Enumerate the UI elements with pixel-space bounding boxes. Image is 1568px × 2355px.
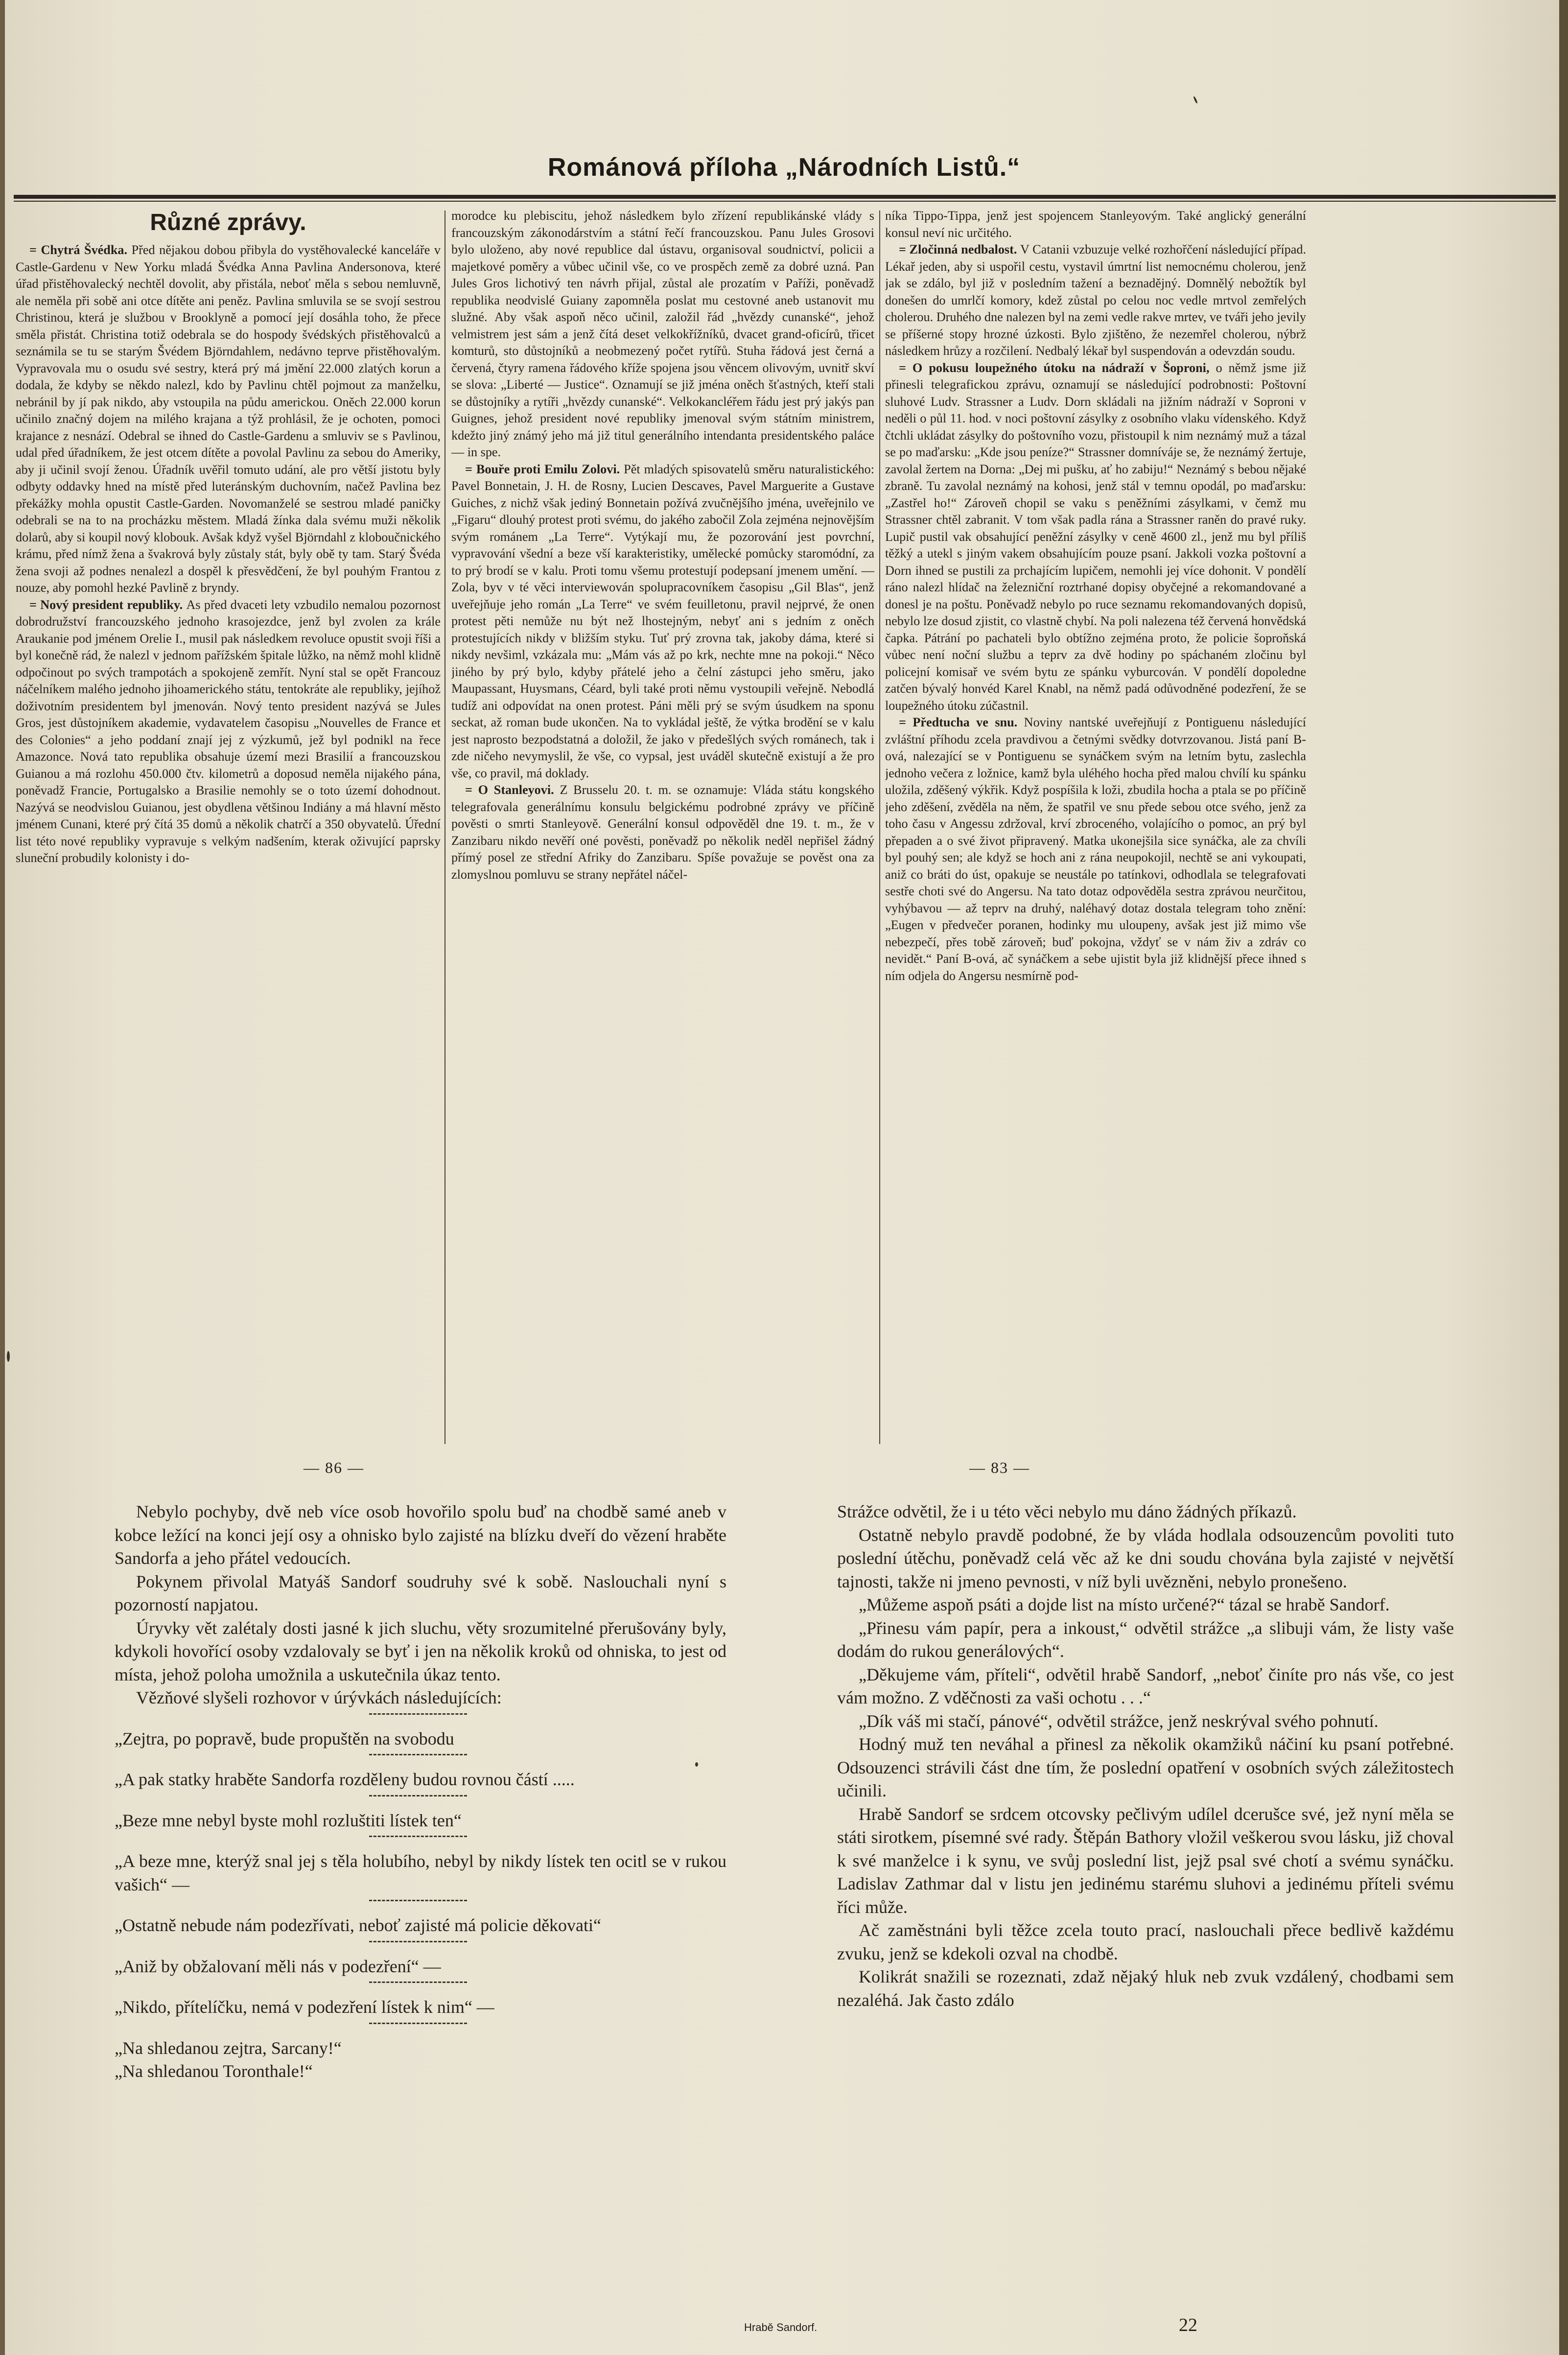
news-item-text: Z Brusselu 20. t. m. se oznamuje: Vláda státu kongského telegrafovala generálnímu konsulu belgickému podrobné zprávy ve příčině pověsti o smrti Stanleyově. Generální konsul odpověděl dne 19. t. m., že v Zanzibaru nikdo nevěří oné pověsti, poněvadž po několik neděl nepřišel žádný přímý posel ze střední Afriky do Zanzibaru. Spíše považuje se pověst ona za zlomyslnou pomluvu se strany nepřátel náčel-: [451, 783, 874, 882]
paragraph: Hodný muž ten neváhal a přinesl za několik okamžiků náčiní ku psaní potřebné. Odsouzenci strávili část dne tím, že poslední opatření v osobních svých záležitostech učinili.: [837, 1734, 1454, 1800]
news-item-title: = Předtucha ve snu.: [899, 715, 1024, 729]
dashed-separator: [369, 1982, 467, 1992]
paragraph: Nebylo pochyby, dvě neb více osob hovořilo spolu buď na chodbě samé aneb v kobce ležící na konci její osy a ohnisko bylo zajisté na blízku dveří do vězení hraběte Sandorfa a jeho přátel vedoucích.: [115, 1502, 726, 1568]
page-number-left: — 86 —: [304, 1459, 364, 1476]
news-item-title: = O pokusu loupežného útoku na nádraží v Šoproni,: [899, 360, 1216, 375]
paragraph: Ostatně nebylo pravdě podobné, že by vláda hodlala odsouzencům povoliti tuto poslední útěchu, poněvadž celá věc až ke dni soudu chována byla zajisté v největší tajnosti, takže ni jmeno pevnosti, v níž byli uvězněni, nebylo pronešeno.: [837, 1525, 1454, 1591]
news-item-text: Pět mladých spisovatelů směru naturalistického: Pavel Bonnetain, J. H. de Rosny, Lucien Descaves, Pavel Marguerite a Gustave Guiches, z nichž však jediný Bonnetain požívá zvučnějšího jména, uveřejnilo ve „Figaru“ dlouhý protest proti svému, do jakého zabočil Zola zejména nejnovějším svým románem „La Terre“. Vytýkají mu, že pozorování jest povrchní, vypravování všední a beze vší karakteristiky, umělecké pomůcky staromódní, za to prý brodí se v kalu. Proti tomu všemu protestují podepsaní jmenem umění. — Zola, byv v té věci interviewován spolupracovníkem časopisu „Gil Blas“, jenž uveřejňuje jeho román „La Terre“ ve svém feuilletonu, pravil nejprvé, že onen protest pěti nemůže nu být než lhostejným, nebyť ani s jedním z oněch protestujících nikdy v bližším styku. Tuť prý zrovna tak, jakoby dáma, které si nikdy nevšiml, vzkázala mu: „Mám vás až po krk, nechte mne na pokoji.“ Něco jiného by prý bylo, kdyby přátelé jeho a čelní zástupci jeho směru, jako Maupassant, Huysmans, Céard, byli také proti němu vystoupili veřejně. Nebodlá tudíž ani odpovídat na onen protest. Páni měli prý se svým úsudkem na sponu seckat, až roman bude ukončen. Na to vykládal ještě, že výtka brodění se v kalu jest naprosto bezpodstatná a doložil, že jako v předešlých svých románech, tak i zde ničeho nevymyslil, že vše, co vypsal, jest uváděl skutečně existují a že pro vše, co pravil, má doklady.: [451, 462, 874, 780]
news-items-col3: [885, 208, 1306, 984]
section-title: Různé zprávy.: [150, 210, 306, 235]
news-item-text: níka Tippo-Tippa, jenž jest spojencem Stanleyovým. Také anglický generální konsul neví nic určitého.: [885, 209, 1306, 240]
paper-speck: [7, 1351, 10, 1362]
dialogue-line: „Ostatně nebude nám podezřívati, neboť zajisté má policie děkovati“: [115, 1915, 602, 1935]
paragraph: Kolikrát snažili se rozeznati, zdaž nějaký hluk neb zvuk vzdálený, chodbami sem nezaléhá. Jak často zdálo: [837, 1967, 1454, 2010]
page-binding-edge-left: [0, 0, 5, 2355]
dashed-separator: [369, 1795, 467, 1805]
novel-page-right: [837, 1500, 1454, 2293]
news-column-3: [885, 208, 1306, 1431]
news-column-2: [451, 208, 874, 1431]
dialogue-line: „A beze mne, kterýž snal jej s těla holubího, nebyl by nikdy lístek ten ocitl se v rukou vašich“ —: [115, 1851, 726, 1894]
page-number-right: — 83 —: [969, 1459, 1030, 1476]
news-item: [451, 208, 874, 461]
news-items-col1: [16, 242, 441, 867]
paragraph: Ač zaměstnáni byli těžce zcela touto prací, naslouchali přece bedlivě každému zvuku, jenž se kdekoli ozval na chodbě.: [837, 1920, 1454, 1963]
dashed-separator: [369, 1836, 467, 1846]
news-item-text: o němž jsme již přinesli telegrafickou zprávu, oznamují se následující podrobnosti: Poštovní sluhové Ludv. Strassner a Ludv. Dorn skládali na jižním nádraží v Soproni v neděli o půl 11. hod. v noci poštovní zásylky z osobního vlaku vídenského. Když čtchli ukládat zásylky do poštovního vozu, přistoupil k nim neznámý muž a tázal se po maďarsku: „Kde jsou peníze?“ Strassner domníváje se, že neznámý žertuje, zavolal žertem na Dorna: „Dej mi pušku, ať ho zabiju!“ Neznámý s bebou nějaké zbraně. Tu zavolal neznámý na kohosi, jenž stál v temnu opodál, po maďarsku: „Zastřel ho!“ Zároveň chopil se vaku s peněžními zásylkami, v čemž mu Strassner chtěl zabranit. V tom však padla rána a Strassner raněn do pravé ruky. Lupič pustil vak obsahující peněžní zásylky v ceně 4600 zl., jenž mu byl příliš těžký a utekl s jiným vakem obsahujícím pouze psaní. Jakkoli vozka poštovní a Dorn ihned se pustili za prchajícím lupičem, nemohli jej více dohonit. V pondělí ráno nalezl hlídač na železniční roztrhané dopisy obyčejné a rekomandované a donesl je na poštu. Poněvadž nebylo po ruce seznamu rekomandovaných dopisů, nebylo lze dosud zjistit, co vlastně chybí. Na poli nalezena též červená honvědská čapka. Pátrání po pachateli bylo obtížno zejména proto, že policie šoproňská vůbec není noční službu a teprv za dvě hodiny po spáchaném zločinu byl policejní komisař ve svém bytu ze spánku vyburcován. V pondělí dopoledne zatčen bývalý honvéd Karel Knabl, na němž padá odůvodněné podezření, že se loupežného útoku zúčastnil.: [885, 360, 1306, 713]
paragraph: Hrabě Sandorf se srdcem otcovsky pečlivým udílel dcerušce své, jež nyní měla se státi sirotkem, písemné své rady. Štěpán Bathory vložil veškerou svou lásku, již choval k své manželce i k synu, ve svůj poslední list, jejž psal své chotí a svému synáčku. Ladislav Zathmar dal v listu jen jedinému starému sluhovi a jedinému příteli svému říci může.: [837, 1804, 1454, 1917]
dialogue-line: „Aniž by obžalovaní měli nás v podezření“ —: [115, 1956, 441, 1976]
news-item: [451, 461, 874, 782]
news-item: [16, 242, 441, 597]
paragraph: Pokynem přivolal Matyáš Sandorf soudruhy své k sobě. Naslouchali nyní s pozorností napjatou.: [115, 1571, 726, 1614]
novel-page-left: [115, 1500, 726, 2293]
news-item-title: = Nový president republiky.: [29, 597, 187, 612]
paragraph: „Dík váš mi stačí, pánové“, odvětil strážce, jenž neskrýval svého pohnutí.: [859, 1711, 1379, 1731]
news-column-1: [16, 208, 441, 1431]
dialogue-line: „Beze mne nebyl byste mohl rozluštiti lístek ten“: [115, 1810, 462, 1830]
dialogue-line: „Zejtra, po popravě, bude propuštěn na svobodu: [115, 1728, 454, 1749]
sheet-number: 22: [1179, 2315, 1197, 2335]
dialogue-line: „A pak statky hraběte Sandorfa rozděleny budou rovnou částí .....: [115, 1770, 575, 1789]
dialogue-line: „Na shledanou zejtra, Sarcany!“: [115, 2038, 342, 2058]
paper-speck: [1193, 96, 1198, 104]
paragraph: Vězňové slyšeli rozhovor v úrývkách následujících:: [136, 1688, 502, 1707]
dashed-separator: [369, 1900, 467, 1910]
news-item: [16, 597, 441, 867]
news-item-text: As před dvaceti lety vzbudilo nemalou pozornost dobrodružství francouzského jednoho krasojezdce, jenž byl zvolen za krále Araukanie pod jménem Orelie I., musil pak následkem revoluce opustit svoji říši a byl konečně rád, že nalezl v jednom pařížském špitale lůžko, na němž mohl klidně odpočinout po svých trampotách a spokojeně zemřít. Nyní stal se opět Francouz náčelníkem malého jednoho jihoamerického státu, tentokráte ale republiky, jejíhož doživotním presidentem byl jmenován. Nový tento president nazývá se Jules Gros, jest důstojníkem akademie, vydavatelem časopisu „Nouvelles de France et des Colonies“ a jeho poddaní znají jej z výzkumů, jež byl podnikl na řece Amazonce. Nová tato republika obsahuje území mezi Brasilií a francouzskou Guianou a má rozlohu 450.000 čtv. kilometrů a doposud neměla nijakého pána, poněvadž Francie, Portugalsko a Brasilie nemohly se o toto území dohodnout. Nazývá se neodvislou Guianou, jest obydlena většinou Indiány a má hlavní město jménem Cunani, které prý čítá 35 domů a několik chatrčí a 350 obyvatelů. Úřední list této nové republiky vypravuje s velkým nadšením, kterak oživující paprsky sluneční probudily kolonisty i do-: [16, 597, 441, 865]
footer-signature: Hrabě Sandorf.: [744, 2321, 818, 2333]
masthead-title: Románová příloha „Národních Listů.“: [547, 153, 1021, 182]
news-item-title: = O Stanleyovi.: [465, 783, 560, 797]
masthead-rule-thin: [14, 201, 1556, 202]
dashed-separator: [369, 1941, 467, 1951]
news-item-text: Před nějakou dobou přibyla do vystěhovalecké kanceláře v Castle-Gardenu v New Yorku mladá Švédka Anna Pavlina Andersonova, které úřad přistěhovalecký nechtěl dovolit, aby přistála, neboť měla s sebou nemluvně, ale neměla při sobě ani otce dítěte ani peněz. Pavlina smluvila se se svojí sestrou Christinou, která je službou v Brooklyně a pomocí její dosáhla toho, že přece směla přistát. Christina totiž odebrala se do hospody švédských přistěhovalců a seznámila se tu se starým Švédem Björndahlem, nedávno teprve přistěhovalým. Vypravovala mu o osudu své sestry, která prý má jmění 22.000 zlatých korun a dodala, že kdyby se někdo nalezl, kdo by Pavlinu chtěl pojmout za manželku, nebránil by jí pak nikdo, aby vstoupila na půdu americkou. Oněch 22.000 korun učinilo značný dojem na milého krajana a týž prohlásil, že je ochoten, pomoci krajance z nesnází. Odebral se ihned do Castle-Gardenu a smluviv se s Pavlinou, udal před úřadníkem, že jest otcem dítěte a povolal Pavlinu za sebou do Ameriky, aby ji učinil svojí ženou. Úřadník uvěřil tomuto udání, ale pro větší jistotu byly odbyty oddavky hned na místě před luteránským duchovním, načež Pavlina bez překážky mohla opustit Castle-Garden. Novomanželé se sestrou mladé paničky odebrali se na to na procházku městem. Mladá žínka dala svému muži několik dolarů, aby si koupil nový klobouk. Avšak když vyšel Björndahl z kloboučnického krámu, před nímž žena a švakrová byly zůstaly stát, byly obě ty tam. Starý Švéda žena svoji až podnes nenalezl a dospěl k přesvědčení, že byl pouhým Frantou z nouze, aby pomohl hezké Pavlině z bryndy.: [16, 243, 441, 595]
news-item: [885, 241, 1306, 360]
page-binding-edge-right: [1559, 0, 1568, 2355]
news-item: [885, 714, 1306, 984]
paper-speck: [695, 1762, 698, 1767]
news-item: [885, 208, 1306, 241]
dialogue-line: „Na shledanou Toronthale!“: [115, 2061, 313, 2081]
paragraph: Úryvky vět zalétaly dosti jasné k jich sluchu, věty srozumitelné přerušovány byly, kdykoli hovořící osoby vzdalovaly se byť i jen na několik kroků od ohniska, to jest od místa, jehož poloha umožnila a uskutečnila úkaz tento.: [115, 1618, 726, 1684]
news-item-text: V Catanii vzbuzuje velké rozhořčení následující případ. Lékař jeden, aby si uspořil cestu, vystavil úmrtní list nemocnému cholerou, jenž jak se zdálo, byl již v posledním tažení a beznadějný. Domnělý nebožtík byl donešen do umrlčí komory, kdež zůstal po celou noc vedle mrtvol zemřelých cholerou. Druhého dne nalezen byl na zemi vedle rakve mrtev, ve tváři jeho jevily se příšerné stopy hrozné úzkosti. Bylo zjištěno, že nezemřel cholerou, nýbrž následkem hrůzy a rozčilení. Nedbalý lékař byl suspendován a odevzdán soudu.: [885, 242, 1306, 358]
column-divider: [879, 210, 880, 1444]
masthead-rule-thick: [14, 195, 1556, 199]
news-items-col2: [451, 208, 874, 883]
news-item-text: morodce ku plebiscitu, jehož následkem bylo zřízení republikánské vlády s francouzským zákonodárstvím a státní řečí francouzskou. Panu Jules Grosovi bylo uloženo, aby nové republice dal ústavu, organisoval soudnictví, policii a majetkové poměry a vůbec učinil vše, co ve prospěch země za dobré uzná. Pan Jules Gros lichotivý ten návrh přijal, zůstal ale prozatím v Paříži, poněvadž republika neodvislé Guiany zapomněla poslat mu cestovné aneb ustanovit mu služné. Aby však aspoň něco učinil, založil řád „hvězdy cunanské“, jehož velmistrem jest sám a jenž čítá deset velkokřížníků, dvacet grand-oficírů, třicet komturů, sto důstojníků a neobmezený počet rytířů. Stuha řádová jest černá a červená, čtyry ramena řádového kříže spojena jsou věncem olivovým, uvnitř skví se slova: „Liberté — Justice“. Oznamují se již jména oněch šťastných, kteří stali se důstojníky a rytíři „hvězdy cunanské“. Velkokancléřem řádu jest prý jakýs pan Guignes, jehož president nové republiky jmenoval svým státním ministrem, kdežto jiný známý jeho má již titul generálního intendanta presidentského paláce — in spe.: [451, 209, 874, 459]
dialogue-line: „Nikdo, přítelíčku, nemá v podezření lístek k nim“ —: [115, 1997, 494, 2017]
paragraph: „Děkujeme vám, příteli“, odvětil hrabě Sandorf, „neboť činíte pro nás vše, co jest vám možno. Z vděčnosti za vaši ochotu . . .“: [837, 1664, 1454, 1707]
news-item-text: Noviny nantské uveřejňují z Pontiguenu následující zvláštní příhodu zcela pravdivou a četnými svědky dotvrzovanou. Jistá paní B-ová, nalezající se v Pontiguenu se synáčkem svým na letním bytu, zaslechla jednoho večera z ložnice, kamž byla uléhého hocha před malou chvílí ku spánku uložila, zděšený výkřik. Když pospíšila k loži, zbudila hocha a ptala se po příčině jeho zděšení, zvěděla na něm, že spatřil ve snu přede sebou otce svého, jenž za toho času v Angessu zdržoval, krví zbroceného, volajícího o pomoc, an prý byl přepaden a o své život připravený. Matka ukonejšila sice synáčka, ale za chvíli byl pouhý sen; ale když se hoch ani z rána neupokojil, nechtě se ani vykoupati, aniž co bráti do úst, opakuje se neustále po tatínkovi, odhodlala se telegrafovati sestře choti své do Angersu. Na tato dotaz odpověděla sestra zprávou neurčitou, vyhýbavou — až teprv na druhý, naléhavý dotaz dostala telegram toho znění: „Eugen v předvečer poranen, hodinky mu uloupeny, avšak jest již mimo vše nebezpečí, přes tobě zároveň; buď pokojna, vždyť se v nám živ a zdráv co nevidět.“ Paní B-ová, ač synáčkem a sebe ujistit byla již klidnější přece ihned s ním odjela do Angersu nesmírně pod-: [885, 715, 1306, 983]
news-item: [451, 782, 874, 883]
news-item-title: = Zločinná nedbalost.: [899, 242, 1021, 256]
dialogue-line: Strážce odvětil, že i u této věci nebylo mu dáno žádných příkazů.: [837, 1502, 1297, 1521]
news-item: [885, 360, 1306, 715]
paragraph: „Můžeme aspoň psáti a dojde list na místo určené?“ tázal se hrabě Sandorf.: [859, 1595, 1390, 1614]
dashed-separator: [369, 1713, 467, 1724]
news-item-title: = Chytrá Švédka.: [29, 243, 132, 257]
paragraph: „Přinesu vám papír, pera a inkoust,“ odvětil strážce „a slibuji vám, že listy vaše dodám do rukou generálových“.: [837, 1618, 1454, 1661]
dashed-separator: [369, 2023, 467, 2033]
dashed-separator: [369, 1754, 467, 1764]
news-item-title: = Bouře proti Emilu Zolovi.: [465, 462, 624, 476]
